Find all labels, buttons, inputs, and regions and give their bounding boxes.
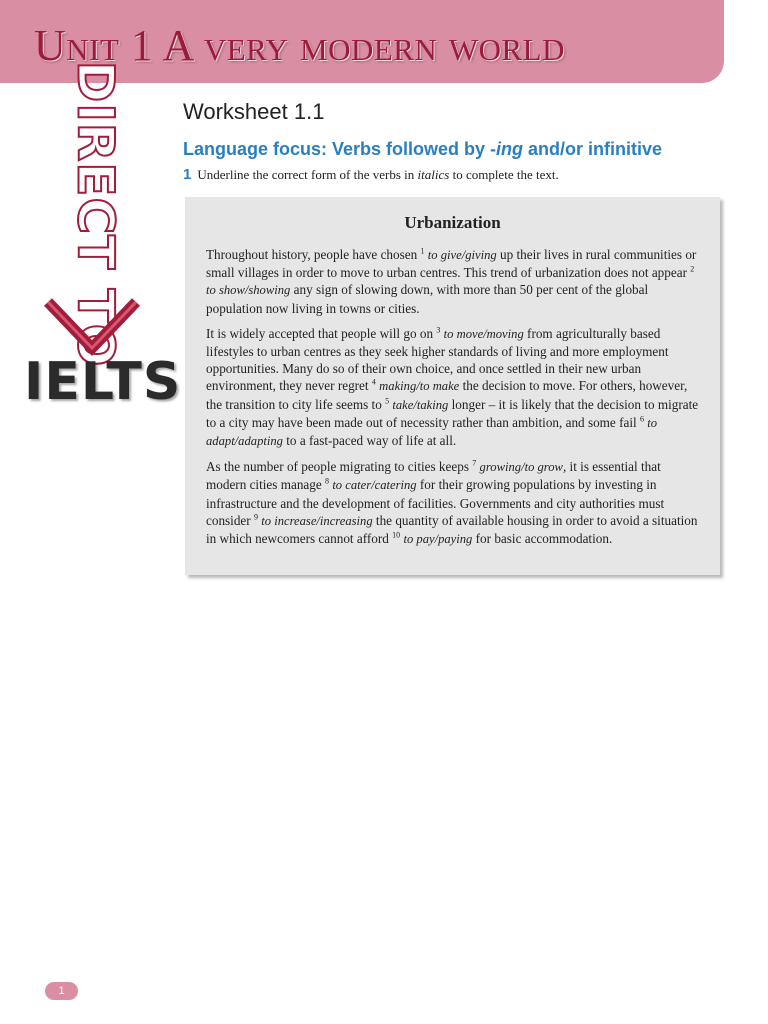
paragraph-text: the decision to move. For others, however, the transition to city life seems to xyxy=(206,378,688,412)
paragraph-text: It is widely accepted that people will go on xyxy=(206,325,437,341)
paragraph xyxy=(206,246,700,317)
verb-option: to move/moving xyxy=(443,326,524,341)
heading-suffix: and/or infinitive xyxy=(523,139,663,159)
paragraph-text: to a fast-paced way of life at all. xyxy=(282,433,457,449)
heading-ing: ing xyxy=(496,139,524,159)
verb-option: to cater/catering xyxy=(332,478,417,493)
logo-direct-to-text: DIRECT TO xyxy=(66,60,124,368)
verb-option: to show/showing xyxy=(206,283,291,298)
paragraph-text: for basic accommodation. xyxy=(472,531,613,547)
paragraph-text: from agriculturally based lifestyles to urban centres as they seek higher standards of living and more employment opportunities. Many do so of their own choice, and once settled in their new urban environment, they never regret xyxy=(206,325,669,394)
worksheet-title: Worksheet 1.1 xyxy=(183,99,325,124)
gap-number: 4 xyxy=(371,378,376,388)
verb-option: growing/to grow xyxy=(479,460,563,475)
gap-number: 2 xyxy=(690,264,695,274)
logo-direct-to xyxy=(60,60,130,368)
reading-paragraphs xyxy=(185,233,720,548)
heading-dash: - xyxy=(490,139,497,159)
instruction-italic-word: italics xyxy=(417,167,450,182)
direct-to-ielts-logo xyxy=(22,60,182,420)
paragraph-text: , it is essential that modern cities manage xyxy=(206,459,661,493)
paragraph-text: As the number of people migrating to cities keeps xyxy=(206,459,473,475)
paragraph-text: longer – it is likely that the decision to migrate to a city may have been made out of necessity rather than ambition, and some fail xyxy=(206,396,699,430)
paragraph-text: up their lives in rural communities or small villages in order to move to urban centres. This trend of urbanization does not appear xyxy=(206,247,697,281)
paragraph xyxy=(206,325,700,450)
gap-number: 10 xyxy=(392,530,401,540)
verb-option: making/to make xyxy=(379,379,460,394)
exercise-number: 1 xyxy=(183,166,192,183)
verb-option: to increase/increasing xyxy=(261,513,373,528)
instruction-text-before: Underline the correct form of the verbs in xyxy=(197,167,418,182)
reading-text-box xyxy=(185,197,720,575)
logo-ielts: IELTS xyxy=(24,352,182,412)
instruction-text-after: to complete the text. xyxy=(449,167,559,182)
gap-number: 9 xyxy=(253,512,258,522)
paragraph xyxy=(206,458,700,548)
gap-number: 1 xyxy=(420,246,425,256)
verb-option: to pay/paying xyxy=(403,532,473,547)
gap-number: 7 xyxy=(472,458,477,468)
page-number: 1 xyxy=(45,982,78,1000)
chevron-down-icon xyxy=(42,296,142,358)
paragraph-text: any sign of slowing down, with more than 50 per cent of the global population now living in towns or cities. xyxy=(206,282,649,316)
gap-number: 6 xyxy=(639,414,644,424)
paragraph-text: Throughout history, people have chosen xyxy=(206,247,421,262)
paragraph-text: the quantity of available housing in order to avoid a situation in which newcomers cannot afford xyxy=(206,512,698,547)
gap-number: 5 xyxy=(385,396,390,406)
paragraph-text: for their growing populations by investing in infrastructure and the development of facilities. Governments and city authorities must consider xyxy=(206,477,665,528)
gap-number: 8 xyxy=(325,477,330,487)
reading-title: Urbanization xyxy=(404,213,501,232)
section-heading xyxy=(183,139,662,160)
gap-number: 3 xyxy=(436,325,441,335)
verb-option: to adapt/adapting xyxy=(206,415,658,449)
verb-option: to give/giving xyxy=(427,248,497,262)
unit-title: Unit 1 A very modern world xyxy=(34,21,566,70)
heading-prefix: Language focus: Verbs followed by xyxy=(183,139,491,159)
instruction xyxy=(183,166,559,183)
verb-option: take/taking xyxy=(392,397,449,412)
